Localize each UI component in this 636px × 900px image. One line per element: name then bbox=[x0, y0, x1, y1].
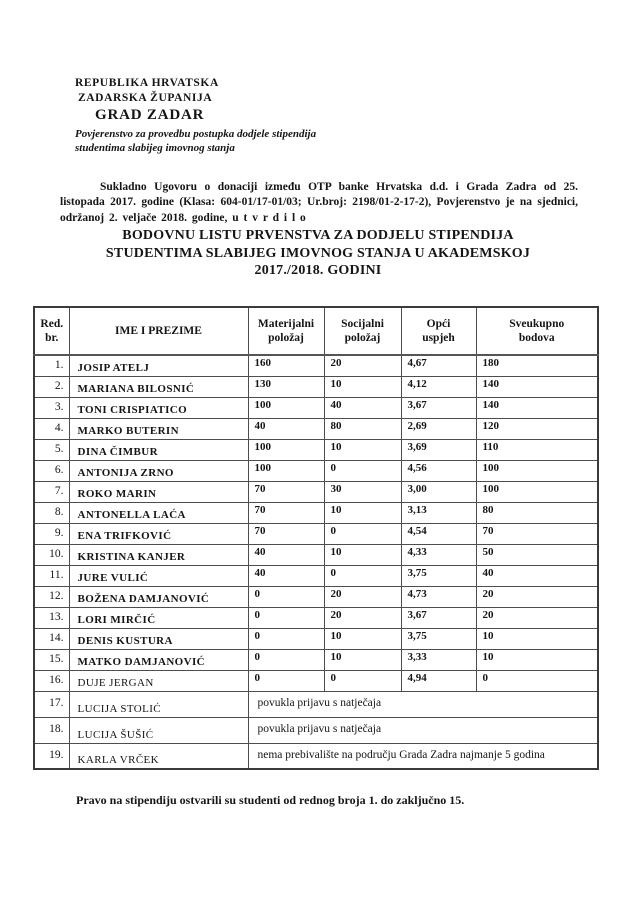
row-number-cell: 8. bbox=[34, 502, 69, 523]
opci-uspjeh-cell: 3,75 bbox=[401, 628, 476, 649]
col-header-materijalni: Materijalni položaj bbox=[248, 307, 324, 355]
row-number-cell: 2. bbox=[34, 376, 69, 397]
materijalni-cell: 0 bbox=[248, 586, 324, 607]
table-row bbox=[34, 607, 598, 628]
table-row bbox=[34, 376, 598, 397]
letterhead bbox=[75, 76, 316, 155]
opci-uspjeh-cell: 3,75 bbox=[401, 565, 476, 586]
materijalni-cell: 40 bbox=[248, 544, 324, 565]
materijalni-cell: 40 bbox=[248, 565, 324, 586]
sveukupno-cell: 10 bbox=[476, 628, 598, 649]
title-line: 2017./2018. GODINI bbox=[254, 263, 382, 278]
materijalni-cell: 40 bbox=[248, 418, 324, 439]
sveukupno-cell: 20 bbox=[476, 586, 598, 607]
opci-uspjeh-cell: 3,67 bbox=[401, 607, 476, 628]
socijalni-cell: 0 bbox=[324, 460, 401, 481]
student-name-cell: KRISTINA KANJER bbox=[69, 544, 248, 565]
table-row bbox=[34, 523, 598, 544]
table-row bbox=[34, 502, 598, 523]
socijalni-cell: 0 bbox=[324, 565, 401, 586]
note-cell: nema prebivalište na području Grada Zadra najmanje 5 godina bbox=[248, 743, 598, 769]
table-row bbox=[34, 565, 598, 586]
row-number-cell: 11. bbox=[34, 565, 69, 586]
document-title bbox=[30, 227, 606, 280]
opci-uspjeh-cell: 3,13 bbox=[401, 502, 476, 523]
student-name-cell: JOSIP ATELJ bbox=[69, 355, 248, 376]
col-header-socijalni: Socijalni položaj bbox=[324, 307, 401, 355]
socijalni-cell: 80 bbox=[324, 418, 401, 439]
sveukupno-cell: 100 bbox=[476, 460, 598, 481]
student-name-cell: DINA ČIMBUR bbox=[69, 439, 248, 460]
materijalni-cell: 130 bbox=[248, 376, 324, 397]
opci-uspjeh-cell: 4,73 bbox=[401, 586, 476, 607]
materijalni-cell: 160 bbox=[248, 355, 324, 376]
socijalni-cell: 10 bbox=[324, 544, 401, 565]
student-name-cell: ENA TRIFKOVIĆ bbox=[69, 523, 248, 544]
row-number-cell: 16. bbox=[34, 670, 69, 691]
row-number-cell: 10. bbox=[34, 544, 69, 565]
row-number-cell: 14. bbox=[34, 628, 69, 649]
table-row bbox=[34, 355, 598, 376]
results-table-body bbox=[34, 355, 598, 769]
table-row bbox=[34, 717, 598, 743]
opci-uspjeh-cell: 4,94 bbox=[401, 670, 476, 691]
sveukupno-cell: 140 bbox=[476, 376, 598, 397]
title-line: BODOVNU LISTU PRVENSTVA ZA DODJELU STIPENDIJA bbox=[122, 228, 514, 243]
sveukupno-cell: 120 bbox=[476, 418, 598, 439]
student-name-cell: DUJE JERGAN bbox=[69, 670, 248, 691]
sveukupno-cell: 180 bbox=[476, 355, 598, 376]
col-header-ime-prezime: IME I PREZIME bbox=[69, 307, 248, 355]
sveukupno-cell: 140 bbox=[476, 397, 598, 418]
results-table bbox=[33, 306, 599, 770]
student-name-cell: JURE VULIĆ bbox=[69, 565, 248, 586]
sveukupno-cell: 70 bbox=[476, 523, 598, 544]
row-number-cell: 1. bbox=[34, 355, 69, 376]
header-row bbox=[34, 307, 598, 355]
committee-line: Povjerenstvo za provedbu postupka dodjele stipendija bbox=[75, 128, 317, 140]
materijalni-cell: 0 bbox=[248, 670, 324, 691]
opci-uspjeh-cell: 3,67 bbox=[401, 397, 476, 418]
org-county: ZADARSKA ŽUPANIJA bbox=[78, 92, 213, 104]
student-name-cell: LUCIJA STOLIĆ bbox=[69, 691, 248, 717]
title-line: STUDENTIMA SLABIJEG IMOVNOG STANJA U AKADEMSKOJ bbox=[105, 245, 531, 261]
socijalni-cell: 10 bbox=[324, 439, 401, 460]
note-cell: povukla prijavu s natječaja bbox=[248, 691, 598, 717]
sveukupno-cell: 20 bbox=[476, 607, 598, 628]
sveukupno-cell: 10 bbox=[476, 649, 598, 670]
socijalni-cell: 0 bbox=[324, 670, 401, 691]
opci-uspjeh-cell: 3,69 bbox=[401, 439, 476, 460]
opci-uspjeh-cell: 3,33 bbox=[401, 649, 476, 670]
student-name-cell: MARKO BUTERIN bbox=[69, 418, 248, 439]
student-name-cell: ANTONIJA ZRNO bbox=[69, 460, 248, 481]
col-header-opci-uspjeh: Opći uspjeh bbox=[401, 307, 476, 355]
intro-paragraph: Sukladno Ugovoru o donaciji između OTP banke Hrvatska d.d. i Grada Zadra od 25. listopada 2017. godine (Klasa: 604-01/17-01/03; Ur.broj: 2198/01-2-17-2), Povjerenstvo je na sjednici, održanoj 2. veljače 2018. godine, u t v r d i l o bbox=[60, 180, 578, 224]
table-row bbox=[34, 691, 598, 717]
opci-uspjeh-cell: 2,69 bbox=[401, 418, 476, 439]
row-number-cell: 13. bbox=[34, 607, 69, 628]
opci-uspjeh-cell: 4,56 bbox=[401, 460, 476, 481]
materijalni-cell: 70 bbox=[248, 481, 324, 502]
socijalni-cell: 10 bbox=[324, 628, 401, 649]
sveukupno-cell: 40 bbox=[476, 565, 598, 586]
sveukupno-cell: 80 bbox=[476, 502, 598, 523]
socijalni-cell: 20 bbox=[324, 586, 401, 607]
row-number-cell: 5. bbox=[34, 439, 69, 460]
row-number-cell: 6. bbox=[34, 460, 69, 481]
table-row bbox=[34, 670, 598, 691]
student-name-cell: TONI CRISPIATICO bbox=[69, 397, 248, 418]
opci-uspjeh-cell: 4,12 bbox=[401, 376, 476, 397]
student-name-cell: ANTONELLA LAĆA bbox=[69, 502, 248, 523]
socijalni-cell: 20 bbox=[324, 355, 401, 376]
table-row bbox=[34, 628, 598, 649]
row-number-cell: 18. bbox=[34, 717, 69, 743]
row-number-cell: 7. bbox=[34, 481, 69, 502]
row-number-cell: 17. bbox=[34, 691, 69, 717]
student-name-cell: LUCIJA ŠUŠIĆ bbox=[69, 717, 248, 743]
socijalni-cell: 30 bbox=[324, 481, 401, 502]
col-header-sveukupno: Sveukupno bodova bbox=[476, 307, 598, 355]
table-row bbox=[34, 743, 598, 769]
row-number-cell: 9. bbox=[34, 523, 69, 544]
table-row bbox=[34, 649, 598, 670]
socijalni-cell: 20 bbox=[324, 607, 401, 628]
row-number-cell: 3. bbox=[34, 397, 69, 418]
sveukupno-cell: 50 bbox=[476, 544, 598, 565]
row-number-cell: 19. bbox=[34, 743, 69, 769]
committee-line: studentima slabijeg imovnog stanja bbox=[75, 142, 235, 154]
materijalni-cell: 100 bbox=[248, 439, 324, 460]
table-row bbox=[34, 544, 598, 565]
sveukupno-cell: 110 bbox=[476, 439, 598, 460]
row-number-cell: 4. bbox=[34, 418, 69, 439]
org-city: GRAD ZADAR bbox=[95, 107, 205, 123]
committee-block bbox=[75, 127, 316, 155]
row-number-cell: 12. bbox=[34, 586, 69, 607]
table-row bbox=[34, 418, 598, 439]
table-row bbox=[34, 481, 598, 502]
table-row bbox=[34, 397, 598, 418]
socijalni-cell: 0 bbox=[324, 523, 401, 544]
opci-uspjeh-cell: 4,54 bbox=[401, 523, 476, 544]
sveukupno-cell: 100 bbox=[476, 481, 598, 502]
socijalni-cell: 10 bbox=[324, 502, 401, 523]
materijalni-cell: 0 bbox=[248, 628, 324, 649]
socijalni-cell: 40 bbox=[324, 397, 401, 418]
student-name-cell: MARIANA BILOSNIĆ bbox=[69, 376, 248, 397]
note-cell: povukla prijavu s natječaja bbox=[248, 717, 598, 743]
opci-uspjeh-cell: 3,00 bbox=[401, 481, 476, 502]
student-name-cell: LORI MIRČIĆ bbox=[69, 607, 248, 628]
opci-uspjeh-cell: 4,67 bbox=[401, 355, 476, 376]
sveukupno-cell: 0 bbox=[476, 670, 598, 691]
footer-note: Pravo na stipendiju ostvarili su studenti od rednog broja 1. do zaključno 15. bbox=[76, 793, 465, 807]
materijalni-cell: 70 bbox=[248, 502, 324, 523]
materijalni-cell: 0 bbox=[248, 607, 324, 628]
row-number-cell: 15. bbox=[34, 649, 69, 670]
table-row bbox=[34, 586, 598, 607]
socijalni-cell: 10 bbox=[324, 376, 401, 397]
org-country: REPUBLIKA HRVATSKA bbox=[75, 77, 219, 89]
student-name-cell: KARLA VRČEK bbox=[69, 743, 248, 769]
opci-uspjeh-cell: 4,33 bbox=[401, 544, 476, 565]
materijalni-cell: 100 bbox=[248, 460, 324, 481]
materijalni-cell: 70 bbox=[248, 523, 324, 544]
table-row bbox=[34, 439, 598, 460]
materijalni-cell: 0 bbox=[248, 649, 324, 670]
student-name-cell: BOŽENA DAMJANOVIĆ bbox=[69, 586, 248, 607]
student-name-cell: MATKO DAMJANOVIĆ bbox=[69, 649, 248, 670]
table-row bbox=[34, 460, 598, 481]
col-header-red-br: Red. br. bbox=[34, 307, 69, 355]
student-name-cell: ROKO MARIN bbox=[69, 481, 248, 502]
results-table-header bbox=[34, 307, 598, 355]
materijalni-cell: 100 bbox=[248, 397, 324, 418]
student-name-cell: DENIS KUSTURA bbox=[69, 628, 248, 649]
socijalni-cell: 10 bbox=[324, 649, 401, 670]
